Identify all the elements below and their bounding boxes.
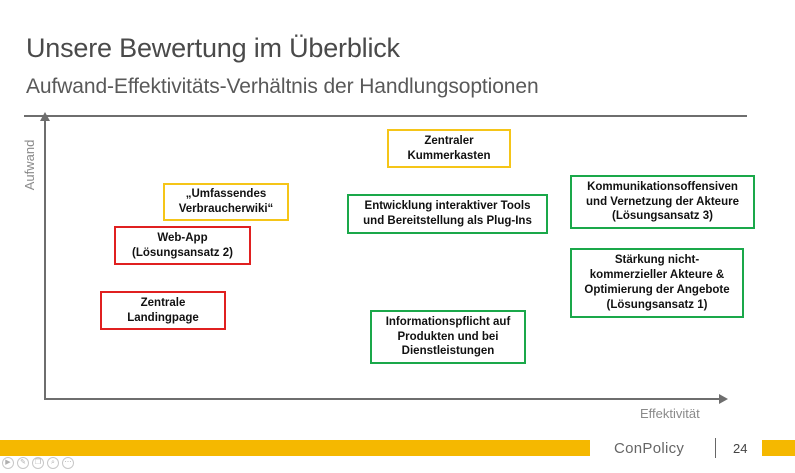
slideshow-controls: [2, 457, 74, 469]
title-divider: [24, 115, 747, 117]
zoom-icon[interactable]: ⌕: [47, 457, 59, 469]
footer-separator: [715, 438, 716, 458]
page-subtitle: Aufwand-Effektivitäts-Verhältnis der Handlungsoptionen: [26, 75, 539, 98]
option-box-web-app: Web-App (Lösungsansatz 2): [114, 226, 251, 265]
x-axis-label: Effektivität: [640, 406, 700, 421]
play-icon[interactable]: ▶: [2, 457, 14, 469]
option-box-landingpage: Zentrale Landingpage: [100, 291, 226, 330]
y-axis-label: Aufwand: [22, 139, 37, 191]
option-box-staerkung: Stärkung nicht- kommerzieller Akteure & Optimierung der Angebote (Lösungsansatz 1): [570, 248, 744, 318]
pen-icon[interactable]: ✎: [17, 457, 29, 469]
option-box-informationspflicht: Informationspflicht auf Produkten und bei Dienstleistungen: [370, 310, 526, 364]
option-box-kommunikationsoffensive: Kommunikationsoffensiven und Vernetzung der Akteure (Lösungsansatz 3): [570, 175, 755, 229]
footer-accent-bar-left: [0, 440, 590, 456]
page-number: 24: [733, 441, 748, 456]
x-axis-line: [44, 398, 721, 400]
copy-icon[interactable]: ❐: [32, 457, 44, 469]
footer-brand: ConPolicy: [614, 440, 685, 457]
page-title: Unsere Bewertung im Überblick: [26, 33, 400, 63]
option-box-verbraucherwiki: „Umfassendes Verbraucherwiki“: [163, 183, 289, 221]
x-axis-arrow-icon: [719, 394, 728, 404]
option-box-interaktive-tools: Entwicklung interaktiver Tools und Bereitstellung als Plug-Ins: [347, 194, 548, 234]
option-box-kummerkasten: Zentraler Kummerkasten: [387, 129, 511, 168]
more-icon[interactable]: ⋯: [62, 457, 74, 469]
footer-accent-bar-right: [762, 440, 795, 456]
y-axis-arrow-icon: [40, 112, 50, 121]
